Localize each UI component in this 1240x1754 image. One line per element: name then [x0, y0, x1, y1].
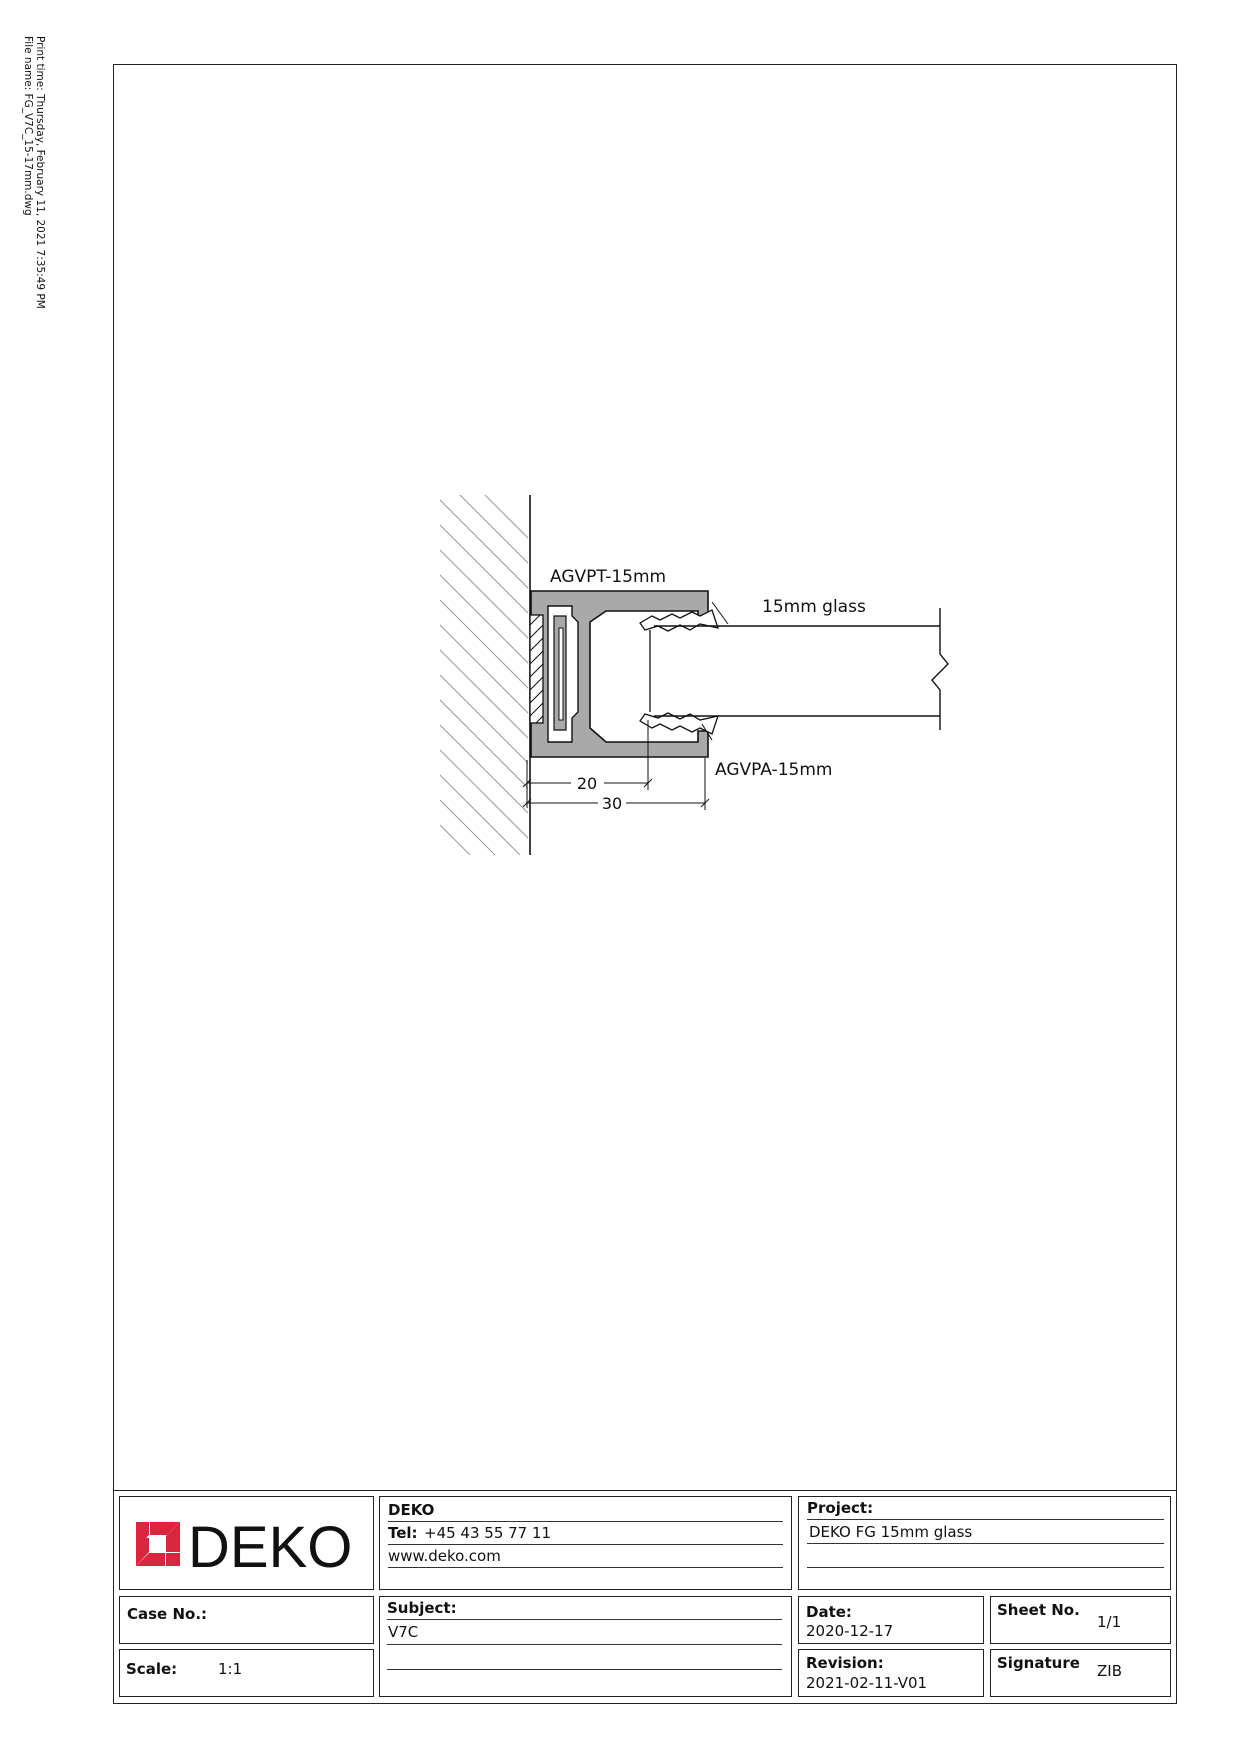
date-label: Date:: [806, 1603, 852, 1621]
tel-label: Tel:: [388, 1524, 418, 1542]
signature-cell: [990, 1649, 1171, 1697]
signature-label: Signature: [997, 1654, 1080, 1672]
subject-value: V7C: [388, 1623, 419, 1641]
subject-label: Subject:: [387, 1599, 457, 1617]
project-label: Project:: [807, 1499, 874, 1517]
scale-label: Scale:: [126, 1660, 178, 1678]
company-cell: [379, 1496, 792, 1590]
tel-value: +45 43 55 77 11: [424, 1524, 552, 1542]
revision-label: Revision:: [806, 1654, 884, 1672]
logo-cell: [119, 1496, 374, 1590]
date-value: 2020-12-17: [806, 1622, 894, 1640]
label-top-profile: AGVPT-15mm: [550, 567, 667, 587]
label-glass: 15mm glass: [762, 597, 866, 617]
revision-value: 2021-02-11-V01: [806, 1674, 928, 1692]
signature-value: ZIB: [1097, 1662, 1122, 1680]
top-gasket: [640, 610, 718, 631]
logo-wordmark: DEKO: [188, 1515, 353, 1580]
wall-hatch: [440, 450, 540, 925]
case-no-label: Case No.:: [127, 1605, 208, 1623]
label-bottom-profile: AGVPA-15mm: [715, 760, 833, 780]
company-name: DEKO: [388, 1501, 435, 1519]
file-name: File name: FG_V7C_15-17mm.dwg: [22, 36, 34, 216]
sheet-no-cell: [990, 1596, 1171, 1644]
dimension-inner-label: 20: [576, 774, 598, 793]
scale-value: 1:1: [218, 1660, 243, 1678]
case-no-cell: [119, 1596, 374, 1644]
scale-cell: [119, 1649, 374, 1697]
deko-logo: [132, 1511, 362, 1581]
print-time: Print time: Thursday, February 11, 2021 7:35:49 PM: [34, 36, 46, 309]
dimension-outer-label: 30: [601, 794, 623, 813]
project-value: DEKO FG 15mm glass: [809, 1523, 973, 1541]
date-cell: [798, 1596, 984, 1644]
profile-inner-slot: [559, 628, 563, 720]
revision-cell: [798, 1649, 984, 1697]
project-cell: [798, 1496, 1171, 1590]
sheet-no-value: 1/1: [1097, 1613, 1122, 1631]
website[interactable]: www.deko.com: [388, 1547, 501, 1565]
subject-cell: [379, 1596, 792, 1697]
sheet-no-label: Sheet No.: [997, 1601, 1080, 1619]
